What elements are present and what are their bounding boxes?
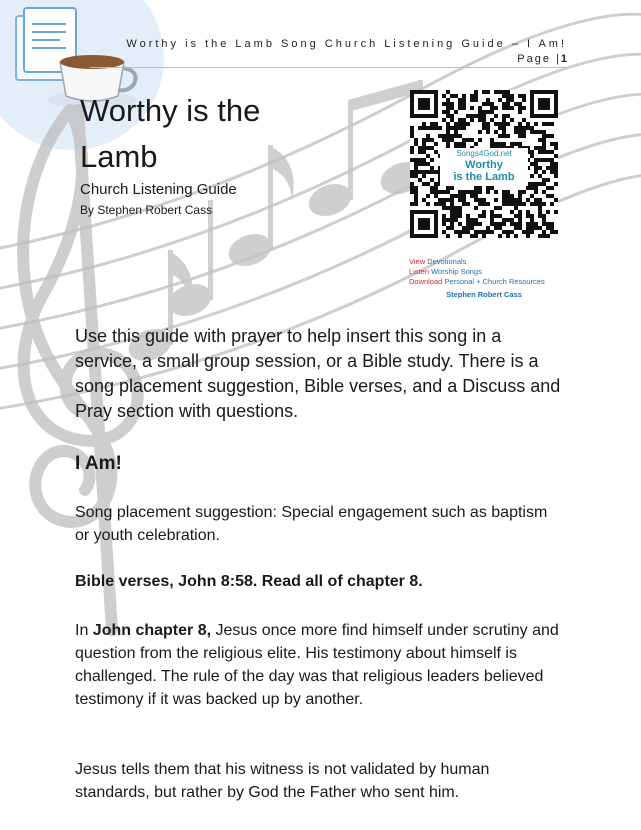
page-number-line	[126, 52, 567, 67]
qr-center-label	[440, 148, 528, 186]
page-number: 1	[560, 53, 567, 65]
qr-resource-links	[409, 257, 559, 300]
running-title: Worthy is the Lamb Song Church Listening Guide – I Am!	[126, 38, 567, 50]
body1-bold: John chapter 8,	[92, 622, 212, 639]
title-line-2: Lamb	[80, 139, 158, 174]
qr-credit: Stephen Robert Cass	[446, 290, 522, 299]
header-divider	[90, 67, 567, 68]
body1-text: Jesus once more find himself under scrutiny and question from the religious elite. His testimony about himself is challenged. The rule of the day was that religious leaders believed testimony if it was backed up by another.	[75, 622, 559, 708]
qr-label-line-1: Worthy	[465, 159, 503, 171]
body-paragraph-1	[75, 619, 561, 711]
qr-site-name: Songs4God.net	[456, 149, 512, 158]
running-header	[126, 37, 567, 67]
qr-link-download[interactable]: Download Personal + Church Resources	[409, 277, 545, 286]
bible-verses: Bible verses, John 8:58. Read all of chapter 8.	[75, 573, 423, 590]
qr-link-view[interactable]: View Devotionals	[409, 257, 467, 266]
title-line-1: Worthy is the	[80, 93, 261, 128]
section-heading: I Am!	[75, 453, 122, 474]
placement-suggestion: Song placement suggestion: Special engagement such as baptism or youth celebration.	[75, 504, 548, 544]
author-byline: By Stephen Robert Cass	[80, 203, 213, 217]
document-subtitle: Church Listening Guide	[80, 181, 237, 198]
body-paragraph-2: Jesus tells them that his witness is not validated by human standards, but rather by God the Father who sent him.	[75, 761, 490, 801]
qr-label-line-2: is the Lamb	[453, 171, 515, 183]
document-title	[80, 88, 380, 180]
qr-link-listen[interactable]: Listen Worship Songs	[409, 267, 482, 276]
intro-paragraph: Use this guide with prayer to help insert this song in a service, a small group session, or a Bible study. There is a song placement suggestion, Bible verses, and a Discuss and Pray section with questions.	[75, 326, 561, 421]
body1-prefix: In	[75, 622, 93, 639]
page-label: Page |	[517, 53, 561, 65]
